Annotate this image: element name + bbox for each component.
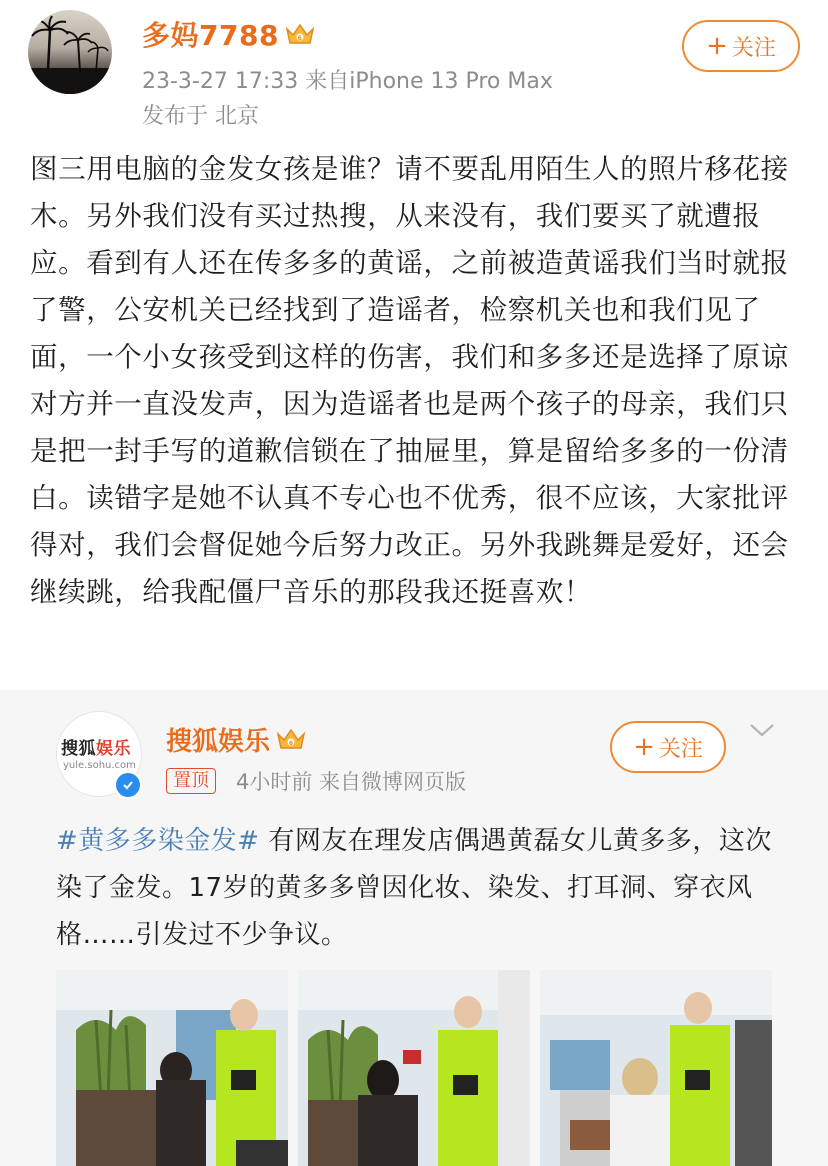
pinned-badge: 置顶 bbox=[166, 768, 216, 794]
svg-text:6: 6 bbox=[288, 740, 294, 747]
plus-icon: + bbox=[706, 31, 728, 61]
photo-1[interactable] bbox=[56, 970, 288, 1166]
repost-follow-button[interactable] bbox=[610, 721, 726, 773]
plus-icon: + bbox=[633, 732, 655, 762]
repost-author-name[interactable]: 搜狐娱乐 6 bbox=[166, 721, 306, 759]
verified-badge-icon bbox=[114, 771, 142, 799]
post-location: 发布于 北京 bbox=[142, 104, 259, 129]
repost-body bbox=[56, 818, 776, 959]
svg-text:6: 6 bbox=[297, 34, 303, 42]
sohu-logo-url: yule.sohu.com bbox=[63, 760, 136, 771]
follow-label: 关注 bbox=[658, 736, 703, 762]
crown-badge-icon bbox=[276, 726, 306, 759]
hashtag-link[interactable]: #黄多多染金发# bbox=[56, 826, 260, 856]
sohu-logo: 搜狐娱乐 bbox=[61, 739, 131, 759]
author-name[interactable]: 多妈7788 6 bbox=[142, 14, 315, 54]
post-body: 图三用电脑的金发女孩是谁？请不要乱用陌生人的照片移花接木。另外我们没有买过热搜，从来没有，我们要买了就遭报应。看到有人还在传多多的黄谣，之前被造黄谣我们当时就报了警，公安机关已经找到了造谣者，检察机关也和我们见了面，一个小女孩受到这样的伤害，我们和多多还是选择了原谅对方并一直没发声，因为造谣者也是两个孩子的母亲，我们只是把一封手写的道歉信锁在了抽屉里，算是留给多多的一份清白。读错字是她不认真不专心也不优秀，很不应该，大家批评得对，我们会督促她今后努力改正。另外我跳舞是爱好，还会继续跳，给我配僵尸音乐的那段我还挺喜欢！ bbox=[30, 153, 789, 608]
photo-3[interactable] bbox=[540, 970, 772, 1166]
repost-text: 有网友在理发店偶遇黄磊女儿黄多多，这次染了金发。17岁的黄多多曾因化妆、染发、打耳洞、穿衣风格……引发过不少争议。 bbox=[56, 826, 772, 950]
follow-button[interactable] bbox=[682, 20, 800, 72]
repost-meta: 4小时前 来自微博网页版 bbox=[236, 770, 467, 794]
photo-2[interactable] bbox=[298, 970, 530, 1166]
crown-badge-icon bbox=[285, 21, 315, 54]
palm-tree-silhouette bbox=[28, 10, 112, 94]
follow-label: 关注 bbox=[731, 35, 776, 61]
post-time-source: 23-3-27 17:33 来自iPhone 13 Pro Max bbox=[142, 69, 553, 94]
author-avatar[interactable] bbox=[28, 10, 112, 94]
chevron-down-icon[interactable] bbox=[748, 720, 776, 744]
